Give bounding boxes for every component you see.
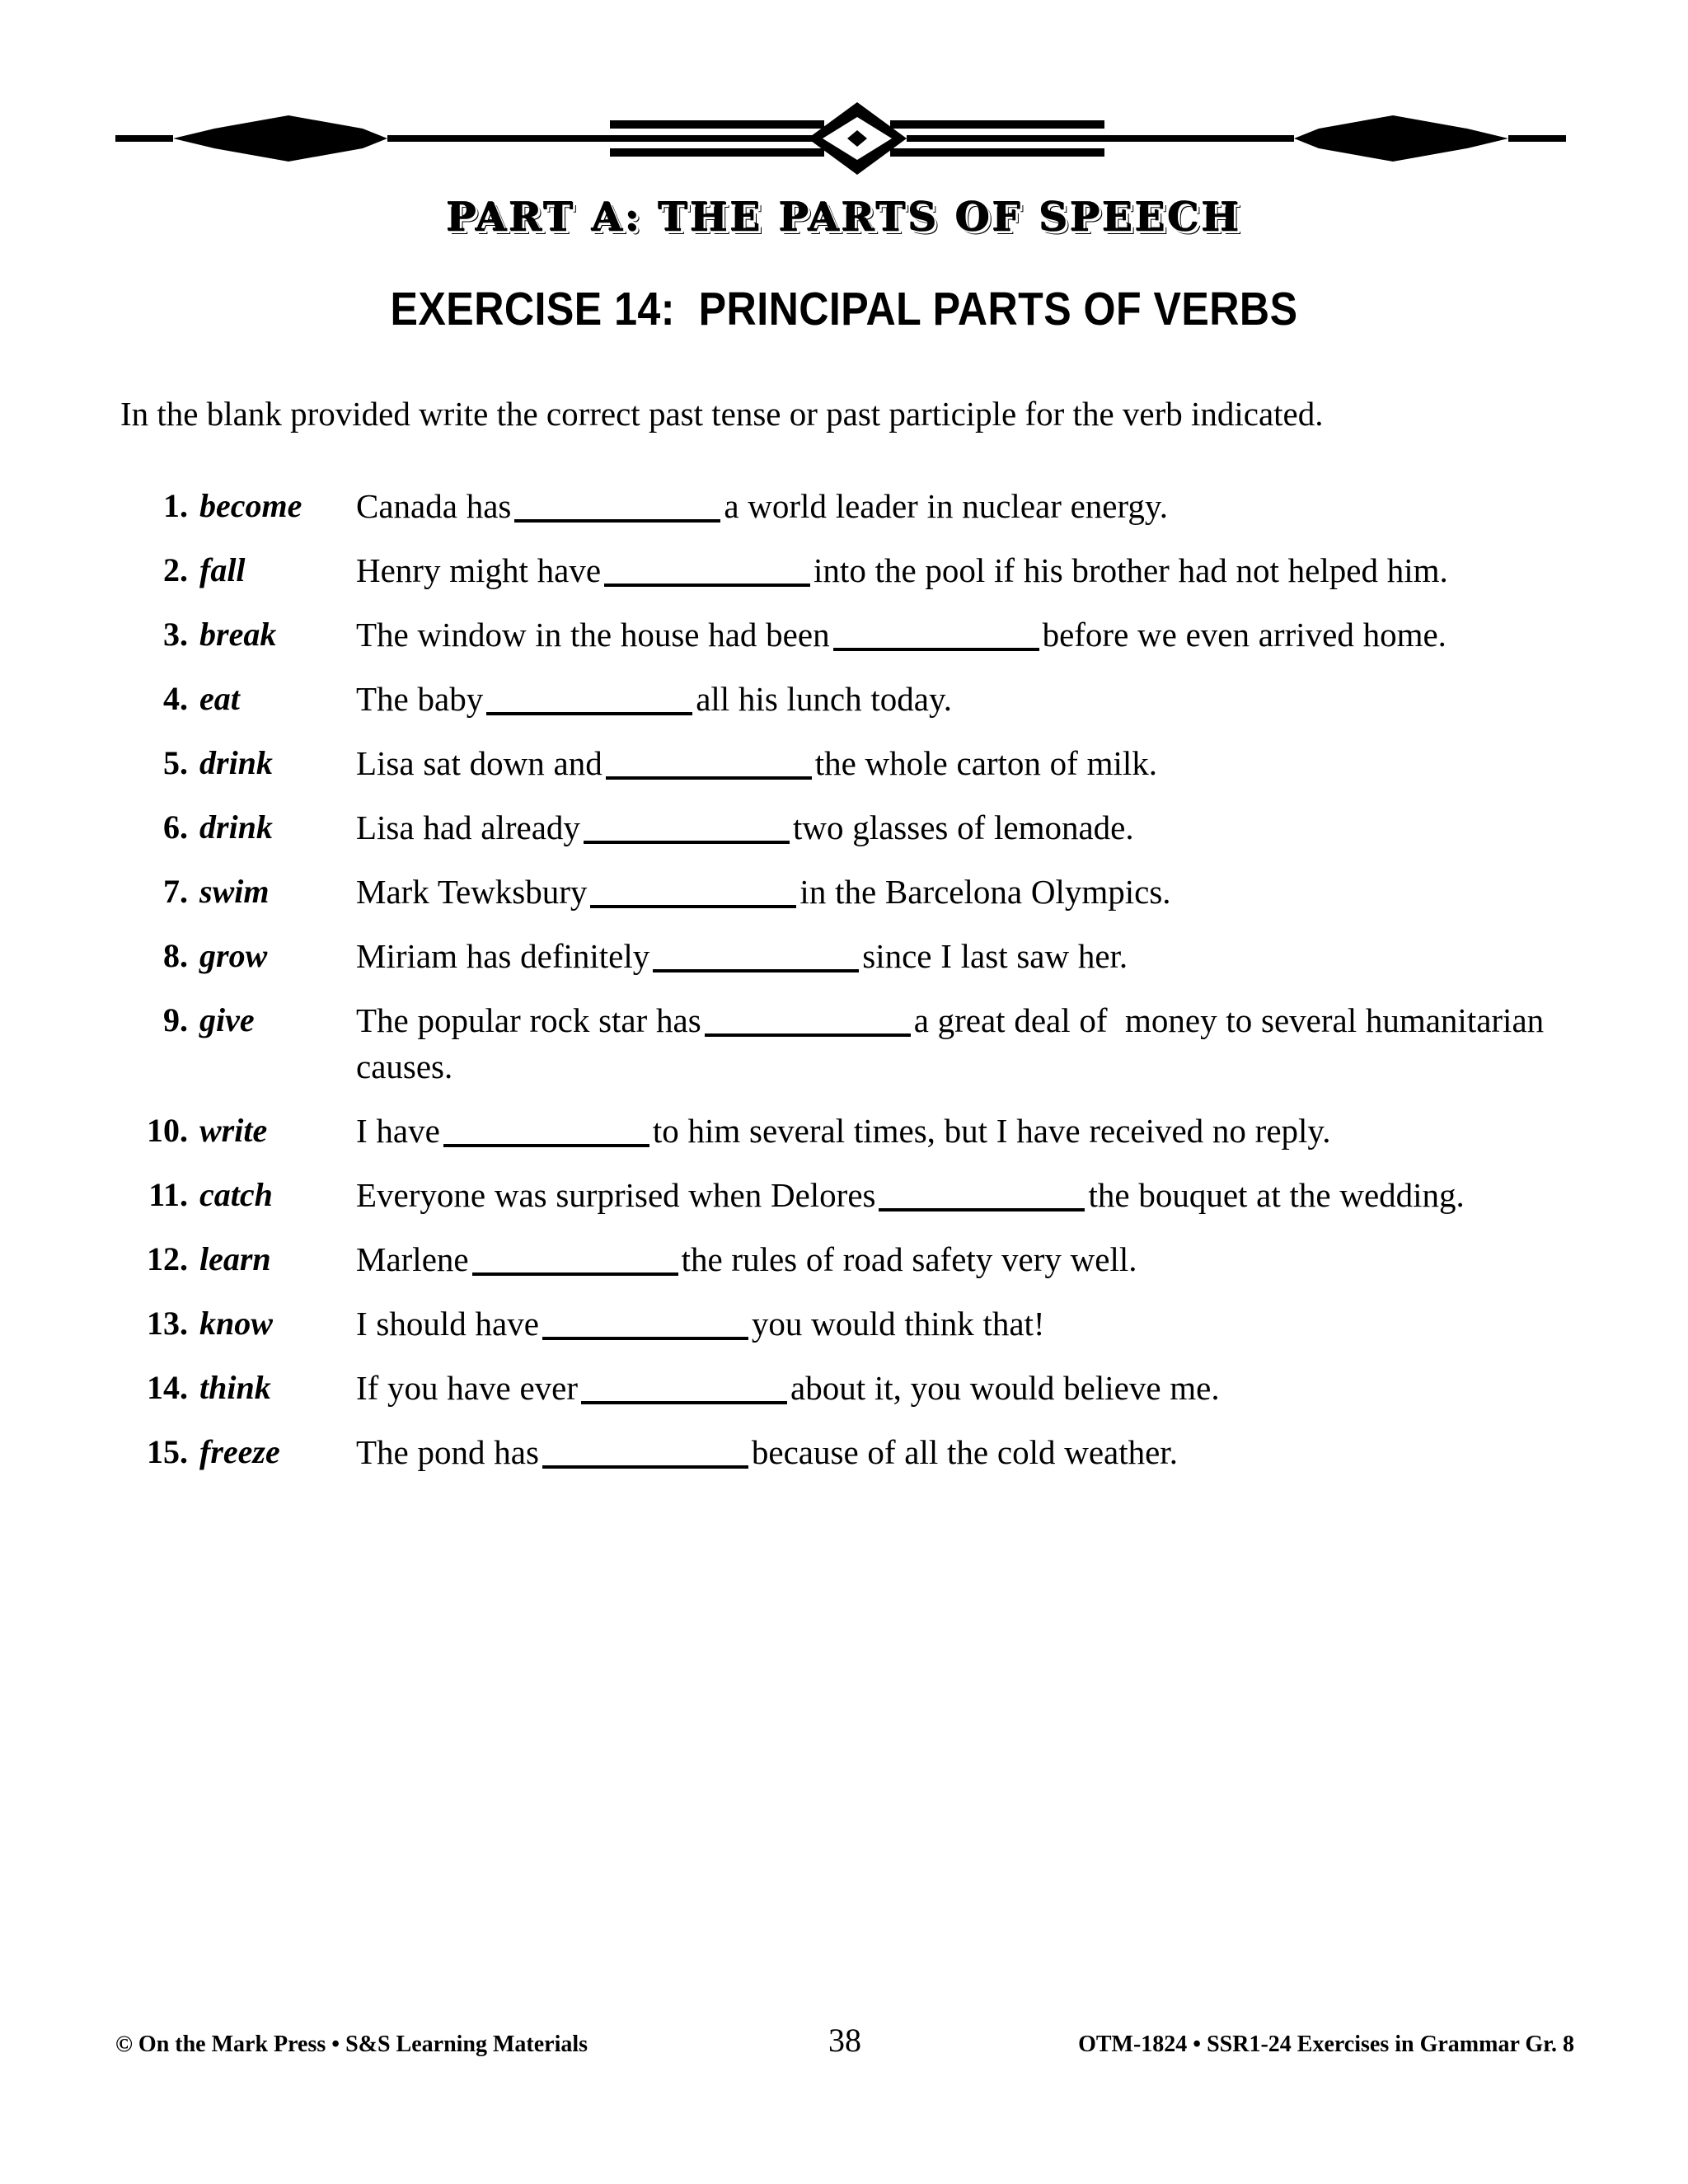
item-sentence — [356, 1429, 1596, 1475]
item-verb: learn — [199, 1240, 271, 1277]
answer-blank[interactable] — [604, 583, 810, 587]
item-verb: grow — [199, 937, 268, 974]
sentence-after-blank: the bouquet at the wedding. — [1088, 1176, 1465, 1214]
exercise-item — [120, 612, 1596, 658]
item-sentence — [356, 997, 1596, 1090]
answer-blank[interactable] — [705, 1033, 911, 1037]
sentence-before-blank: I have — [356, 1112, 440, 1150]
item-number: 4. — [163, 680, 188, 717]
footer-page-number: 38 — [828, 2022, 861, 2059]
item-verb: give — [199, 1001, 255, 1038]
sentence-before-blank: The popular rock star has — [356, 1001, 701, 1039]
sentence-before-blank: Canada has — [356, 487, 512, 525]
item-sentence — [356, 804, 1596, 851]
sentence-before-blank: Miriam has definitely — [356, 937, 650, 975]
footer-product-code: OTM-1824 • SSR1-24 Exercises in Grammar Gr. 8 — [1078, 2032, 1574, 2057]
exercise-item — [120, 1108, 1596, 1154]
sentence-before-blank: I should have — [356, 1305, 539, 1343]
sentence-after-blank: about it, you would believe me. — [790, 1369, 1220, 1407]
item-number: 7. — [163, 873, 188, 910]
item-sentence — [356, 740, 1596, 786]
item-verb: think — [199, 1369, 271, 1406]
diamond-rule-ornament — [115, 99, 1566, 178]
sentence-after-blank: into the pool if his brother had not helped him. — [814, 551, 1448, 589]
sentence-before-blank: Marlene — [356, 1240, 469, 1278]
sentence-before-blank: The baby — [356, 680, 484, 718]
item-number: 6. — [163, 808, 188, 846]
exercise-item — [120, 997, 1596, 1090]
item-sentence — [356, 676, 1596, 722]
item-verb: freeze — [199, 1433, 280, 1470]
item-number: 2. — [163, 551, 188, 588]
instructions-text: In the blank provided write the correct past tense or past participle for the verb indicated. — [120, 395, 1324, 433]
item-number: 8. — [163, 937, 188, 974]
sentence-after-blank: all his lunch today. — [696, 680, 953, 718]
sentence-before-blank: Lisa sat down and — [356, 744, 603, 782]
exercise-item — [120, 933, 1596, 979]
item-sentence — [356, 1108, 1596, 1154]
answer-blank[interactable] — [581, 1401, 787, 1404]
answer-blank[interactable] — [590, 905, 796, 908]
sentence-after-blank: two glasses of lemonade. — [792, 808, 1134, 846]
exercise-item — [120, 740, 1596, 786]
sentence-before-blank: The pond has — [356, 1433, 539, 1471]
sentence-after-blank: because of all the cold weather. — [751, 1433, 1178, 1471]
exercise-title: EXERCISE 14: PRINCIPAL PARTS OF VERBS — [390, 283, 1298, 335]
item-sentence — [356, 869, 1596, 915]
exercise-item — [120, 804, 1596, 851]
item-number: 14. — [147, 1369, 188, 1406]
page-footer — [115, 2021, 1574, 2060]
answer-blank[interactable] — [653, 969, 859, 972]
sentence-before-blank: The window in the house had been — [356, 616, 830, 654]
item-number: 1. — [163, 487, 188, 524]
item-number: 13. — [147, 1305, 188, 1342]
answer-blank[interactable] — [542, 1465, 748, 1469]
item-number: 10. — [147, 1112, 188, 1149]
answer-blank[interactable] — [472, 1272, 678, 1276]
item-sentence — [356, 933, 1596, 979]
item-verb: drink — [199, 808, 273, 846]
item-verb: break — [199, 616, 277, 653]
sentence-after-blank: you would think that! — [751, 1305, 1045, 1343]
item-verb: fall — [199, 551, 246, 588]
item-sentence — [356, 1301, 1596, 1347]
item-sentence — [356, 1236, 1596, 1282]
item-verb: swim — [199, 873, 270, 910]
sentence-before-blank: Mark Tewksbury — [356, 873, 588, 911]
item-sentence — [356, 612, 1596, 658]
answer-blank[interactable] — [514, 519, 720, 523]
item-sentence — [356, 483, 1596, 529]
item-verb: eat — [199, 680, 240, 717]
item-sentence — [356, 1365, 1596, 1411]
answer-blank[interactable] — [486, 712, 692, 715]
exercise-item-list — [120, 483, 1596, 1493]
sentence-after-blank: a great deal of money to several humanitarian causes. — [356, 1001, 1553, 1085]
item-verb: become — [199, 487, 302, 524]
sentence-after-blank: the whole carton of milk. — [814, 744, 1158, 782]
exercise-item — [120, 483, 1596, 529]
item-number: 12. — [147, 1240, 188, 1277]
sentence-before-blank: Lisa had already — [356, 808, 580, 846]
item-sentence — [356, 547, 1596, 593]
item-sentence — [356, 1172, 1596, 1218]
exercise-item — [120, 1365, 1596, 1411]
item-verb: know — [199, 1305, 273, 1342]
exercise-item — [120, 547, 1596, 593]
sentence-before-blank: Henry might have — [356, 551, 602, 589]
item-number: 9. — [163, 1001, 188, 1038]
exercise-item — [120, 1301, 1596, 1347]
answer-blank[interactable] — [443, 1144, 649, 1147]
answer-blank[interactable] — [542, 1337, 748, 1340]
answer-blank[interactable] — [584, 841, 790, 844]
sentence-after-blank: the rules of road safety very well. — [681, 1240, 1137, 1278]
sentence-after-blank: since I last saw her. — [862, 937, 1128, 975]
item-verb: write — [199, 1112, 268, 1149]
exercise-item — [120, 1236, 1596, 1282]
sentence-after-blank: in the Barcelona Olympics. — [799, 873, 1171, 911]
exercise-item — [120, 869, 1596, 915]
item-number: 15. — [147, 1433, 188, 1470]
exercise-item — [120, 676, 1596, 722]
item-number: 3. — [163, 616, 188, 653]
item-number: 5. — [163, 744, 188, 781]
sentence-before-blank: Everyone was surprised when Delores — [356, 1176, 876, 1214]
answer-blank[interactable] — [879, 1208, 1085, 1212]
sentence-after-blank: before we even arrived home. — [1042, 616, 1447, 654]
sentence-after-blank: to him several times, but I have received no reply. — [652, 1112, 1331, 1150]
item-number: 11. — [148, 1176, 188, 1213]
item-verb: drink — [199, 744, 273, 781]
sentence-after-blank: a world leader in nuclear energy. — [724, 487, 1169, 525]
exercise-item — [120, 1172, 1596, 1218]
part-heading: PART A: THE PARTS OF SPEECH — [446, 194, 1242, 241]
exercise-item — [120, 1429, 1596, 1475]
sentence-before-blank: If you have ever — [356, 1369, 579, 1407]
item-verb: catch — [199, 1176, 273, 1213]
answer-blank[interactable] — [606, 776, 812, 780]
footer-copyright: © On the Mark Press • S&S Learning Materials — [115, 2032, 588, 2057]
answer-blank[interactable] — [833, 648, 1039, 651]
